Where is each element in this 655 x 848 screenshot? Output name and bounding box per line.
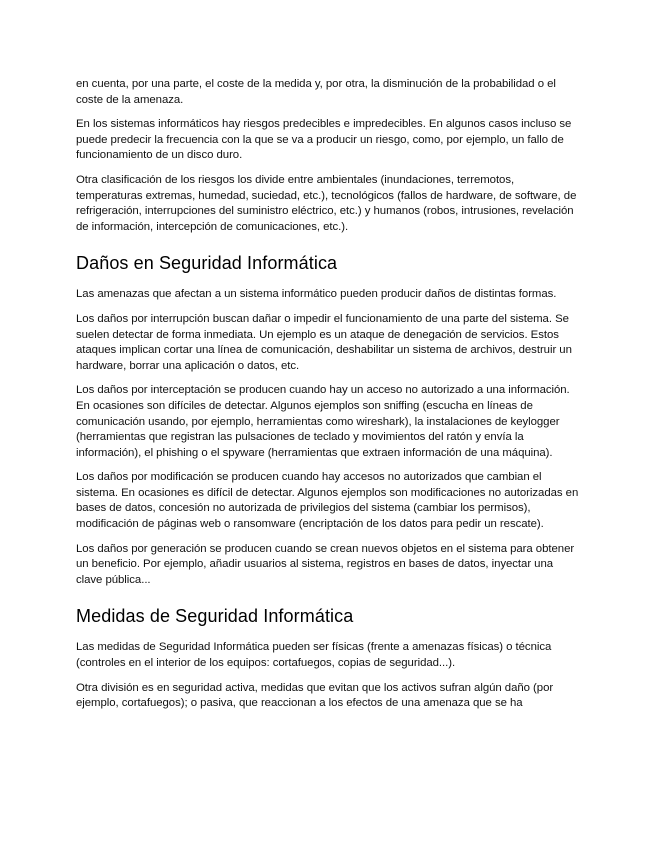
paragraph: Los daños por interceptación se producen cuando hay un acceso no autorizado a una información. En ocasiones son difíciles de detectar. Algunos ejemplos son sniffing (escucha en líneas de comunicación usando, por ejemplo, herramientas como wireshark), la instalaciones de keylogger (herramientas que registran las pulsaciones de teclado y movimientos del ratón y envía la información), el phishing o el spyware (herramientas que extraen información de una máquina). xyxy=(76,384,570,459)
section-heading-medidas: Medidas de Seguridad Informática xyxy=(76,606,354,627)
paragraph: Los daños por generación se producen cuando se crean nuevos objetos en el sistema para obtener un beneficio. Por ejemplo, añadir usuarios al sistema, registros en bases de datos, inyectar una clave pública... xyxy=(76,542,575,586)
section-heading-danos: Daños en Seguridad Informática xyxy=(76,253,338,274)
paragraph: en cuenta, por una parte, el coste de la medida y, por otra, la disminución de la probabilidad o el coste de la amenaza. xyxy=(76,78,556,106)
paragraph: En los sistemas informáticos hay riesgos predecibles e impredecibles. En algunos casos incluso se puede predecir la frecuencia con la que se va a producir un riesgo, como, por ejemplo, un fallo de funcionamiento de un disco duro. xyxy=(76,118,572,162)
paragraph: Los daños por interrupción buscan dañar o impedir el funcionamiento de una parte del sistema. Se suelen detectar de forma inmediata. Un ejemplo es un ataque de denegación de servicios. Estos ataques implican cortar una línea de comunicación, deshabilitar un sistema de archivos, destruir un hardware, borrar una aplicación o datos, etc. xyxy=(76,312,572,372)
paragraph: Los daños por modificación se producen cuando hay accesos no autorizados que cambian el sistema. En ocasiones es difícil de detectar. Algunos ejemplos son modificaciones no autorizadas en bases de datos, concesión no autorizada de privilegios del sistema (cambiar los permisos), modificación de páginas web o ransomware (encriptación de los datos para pedir un rescate). xyxy=(76,471,579,531)
paragraph: Otra división es en seguridad activa, medidas que evitan que los activos sufran algún daño (por ejemplo, cortafuegos); o pasiva, que reaccionan a los efectos de una amenaza que se ha xyxy=(76,681,554,710)
paragraph: Las medidas de Seguridad Informática pueden ser físicas (frente a amenazas físicas) o técnica (controles en el interior de los equipos: cortafuegos, copias de seguridad...). xyxy=(76,641,552,670)
document-page xyxy=(76,77,580,721)
paragraph: Otra clasificación de los riesgos los divide entre ambientales (inundaciones, terremotos, temperaturas extremas, humedad, suciedad, etc.), tecnológicos (fallos de hardware, de software, de refrigeración, interrupciones del suministro eléctrico, etc.) y humanos (robos, intrusiones, revelación de información, intercepción de comunicaciones, etc.). xyxy=(76,173,577,233)
paragraph: Las amenazas que afectan a un sistema informático pueden producir daños de distintas formas. xyxy=(76,288,557,301)
